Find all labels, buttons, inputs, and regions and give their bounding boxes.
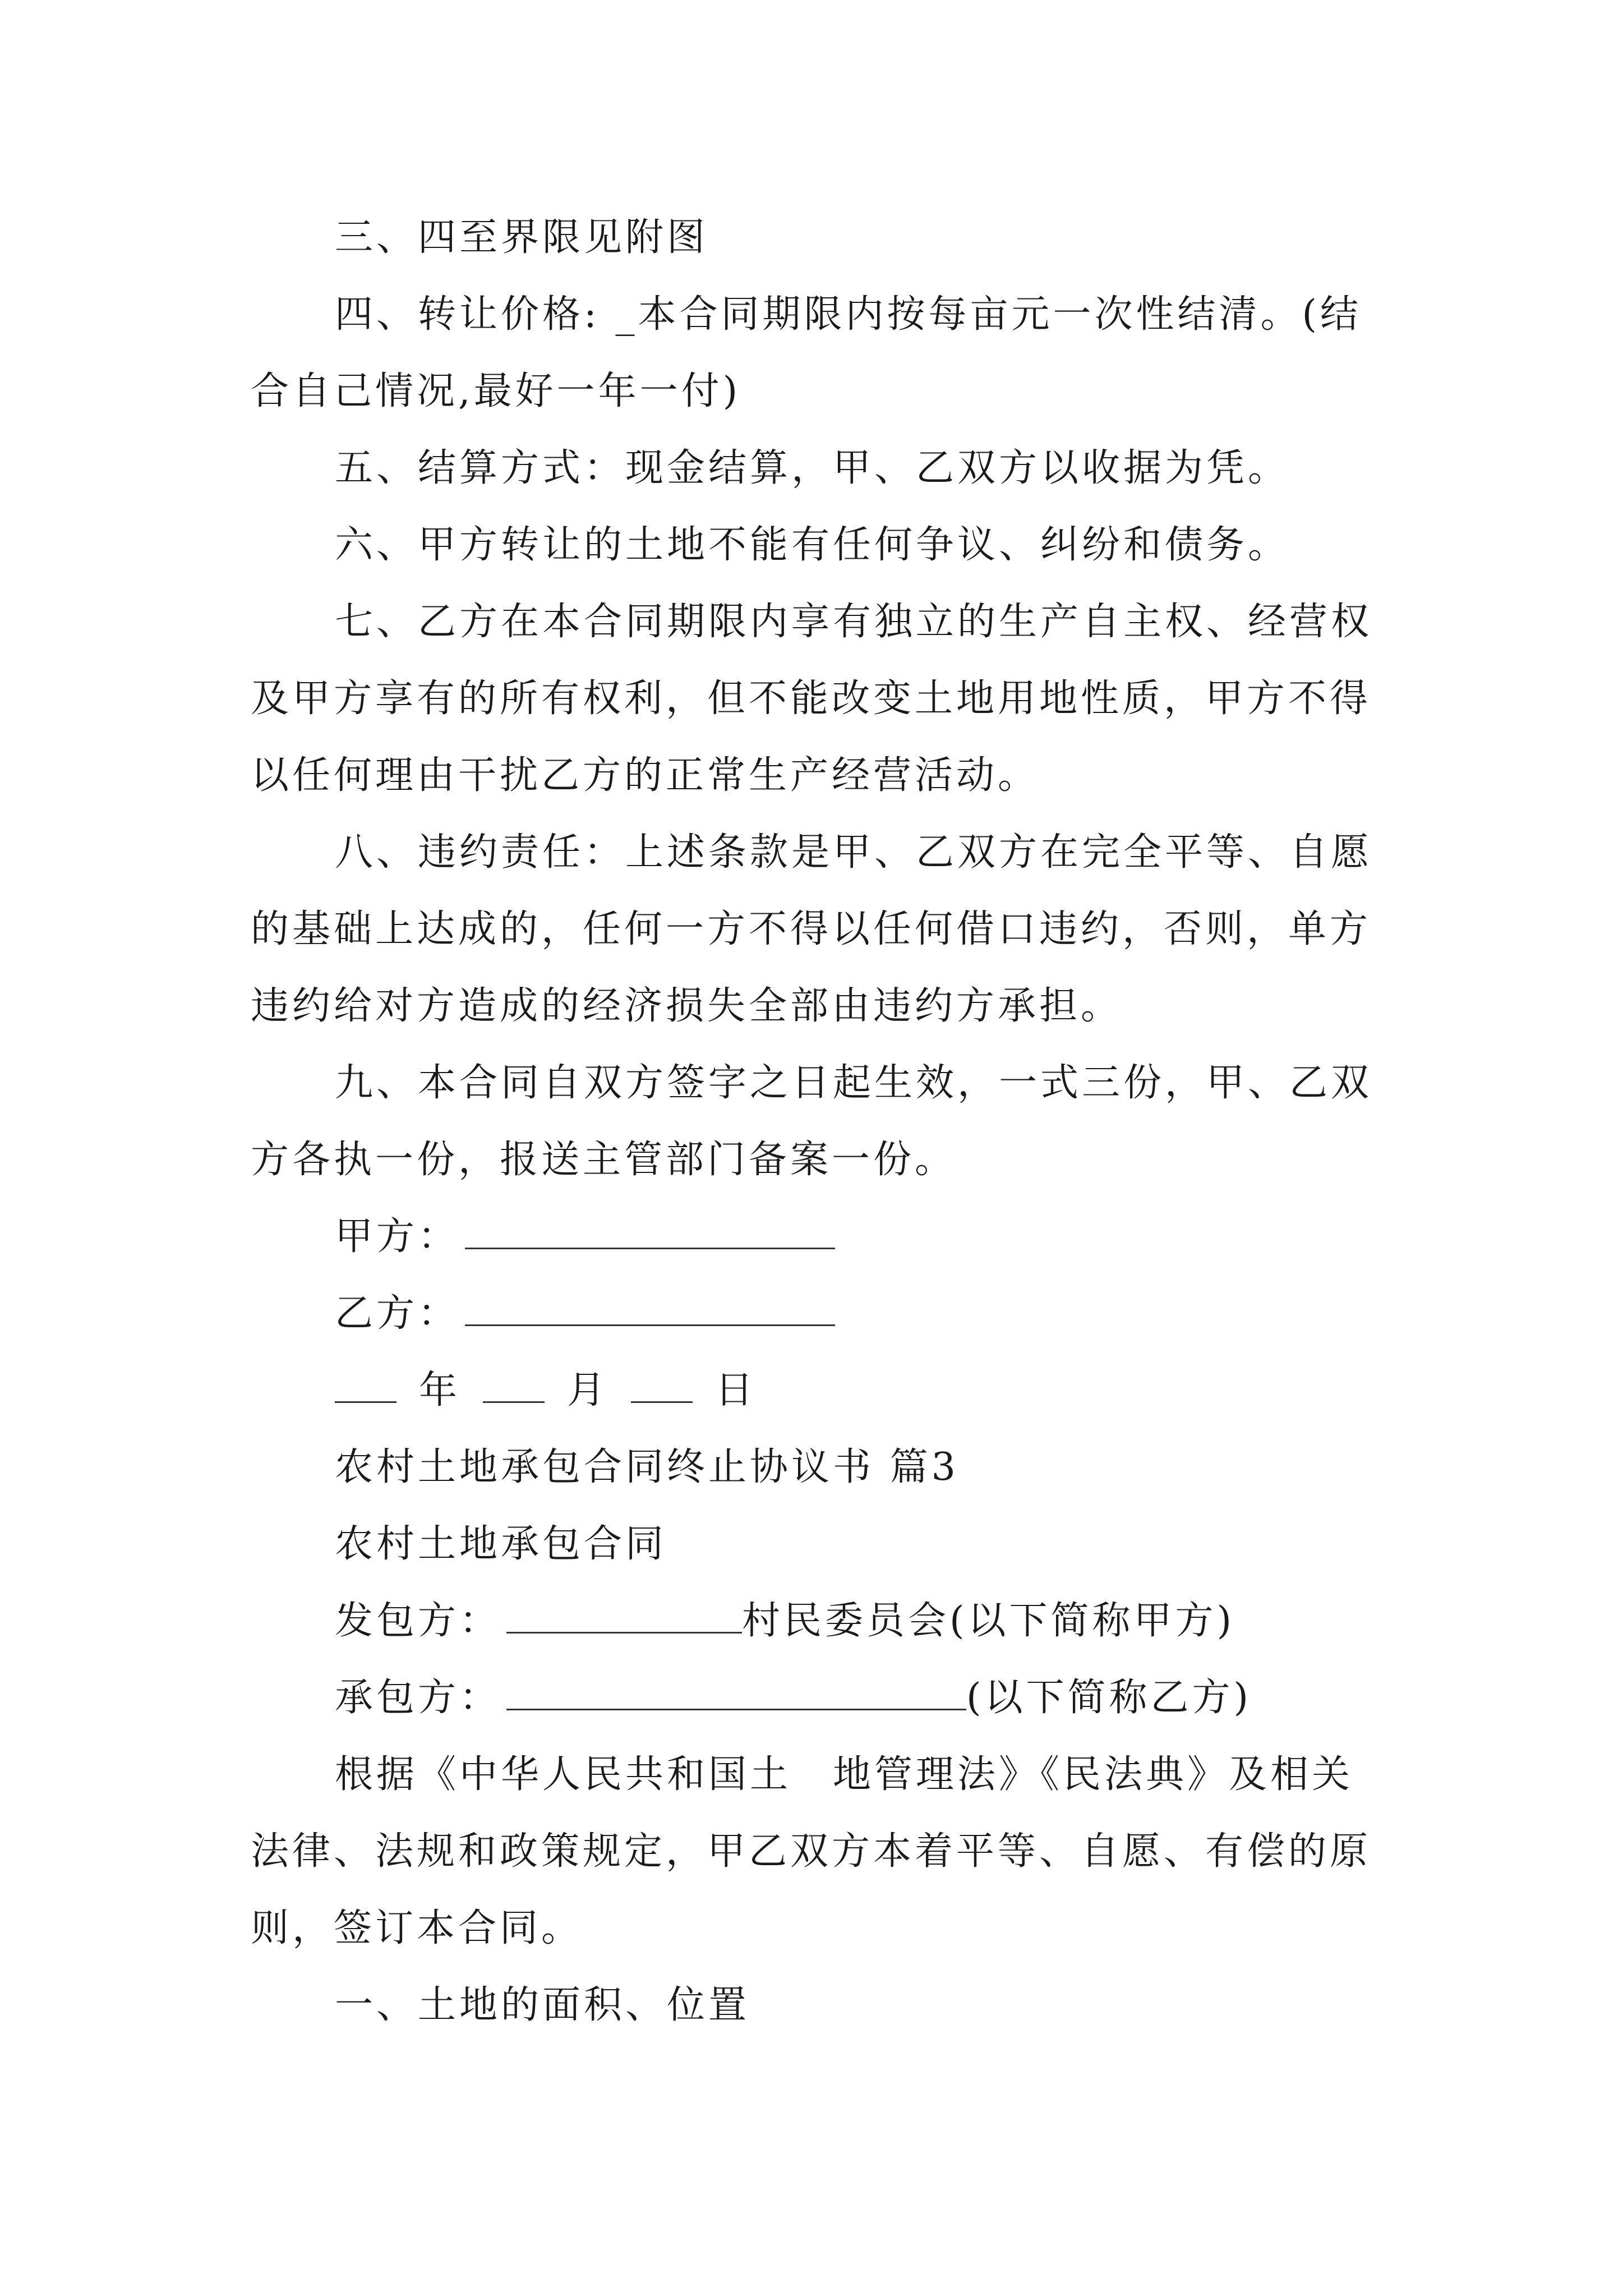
party-a-blank xyxy=(465,1214,835,1249)
issuer-suffix: 村民委员会(以下简称甲方) xyxy=(742,1599,1235,1643)
article-1-heading: 一、土地的面积、位置 xyxy=(335,1983,750,2027)
year-blank xyxy=(335,1368,396,1403)
month-label: 月 xyxy=(567,1368,609,1412)
month-blank xyxy=(483,1368,545,1403)
clause-4: 四、转让价格: _本合同期限内按每亩元一次性结清。(结合自己情况,最好一年一付) xyxy=(251,292,1362,413)
issuer-blank xyxy=(506,1598,742,1634)
clause-7: 七、乙方在本合同期限内享有独立的生产自主权、经营权及甲方享有的所有权利，但不能改变土地用地性质，甲方不得以任何理由干扰乙方的正常生产经营活动。 xyxy=(251,600,1373,798)
clause-8: 八、违约责任：上述条款是甲、乙双方在完全平等、自愿的基础上达成的，任何一方不得以任何借口违约，否则，单方违约给对方造成的经济损失全部由违约方承担。 xyxy=(251,830,1373,1028)
contractor-label: 承包方： xyxy=(335,1676,501,1720)
party-a-signature-line xyxy=(251,1198,1378,1275)
party-b-signature-line xyxy=(251,1275,1378,1352)
clause-5: 五、结算方式：现金结算，甲、乙双方以收据为凭。 xyxy=(335,446,1290,490)
contractor-suffix: (以下简称乙方) xyxy=(966,1676,1252,1720)
day-blank xyxy=(631,1368,693,1403)
section-title: 农村土地承包合同终止协议书 篇3 xyxy=(335,1445,959,1489)
party-b-blank xyxy=(465,1291,835,1326)
clause-9: 九、本合同自双方签字之日起生效，一式三份，甲、乙双方各执一份，报送主管部门备案一份。 xyxy=(251,1061,1373,1182)
contractor-line xyxy=(251,1659,1378,1736)
issuer-line xyxy=(251,1582,1378,1659)
day-label: 日 xyxy=(715,1368,757,1412)
party-b-label: 乙方： xyxy=(335,1291,460,1336)
issuer-label: 发包方： xyxy=(335,1599,501,1643)
document-body xyxy=(251,199,1378,2044)
clause-6: 六、甲方转让的土地不能有任何争议、纠纷和债务。 xyxy=(335,523,1290,567)
preamble: 根据《中华人民共和国土 地管理法》《民法典》及相关法律、法规和政策规定，甲乙双方本着平等、自愿、有偿的原则，签订本合同。 xyxy=(251,1752,1372,1950)
party-a-label: 甲方： xyxy=(335,1214,460,1259)
date-line xyxy=(251,1352,1378,1429)
contractor-blank xyxy=(506,1675,966,1710)
clause-3: 三、四至界限见附图 xyxy=(335,215,709,260)
contract-title: 农村土地承包合同 xyxy=(335,1522,667,1566)
year-label: 年 xyxy=(419,1368,461,1412)
